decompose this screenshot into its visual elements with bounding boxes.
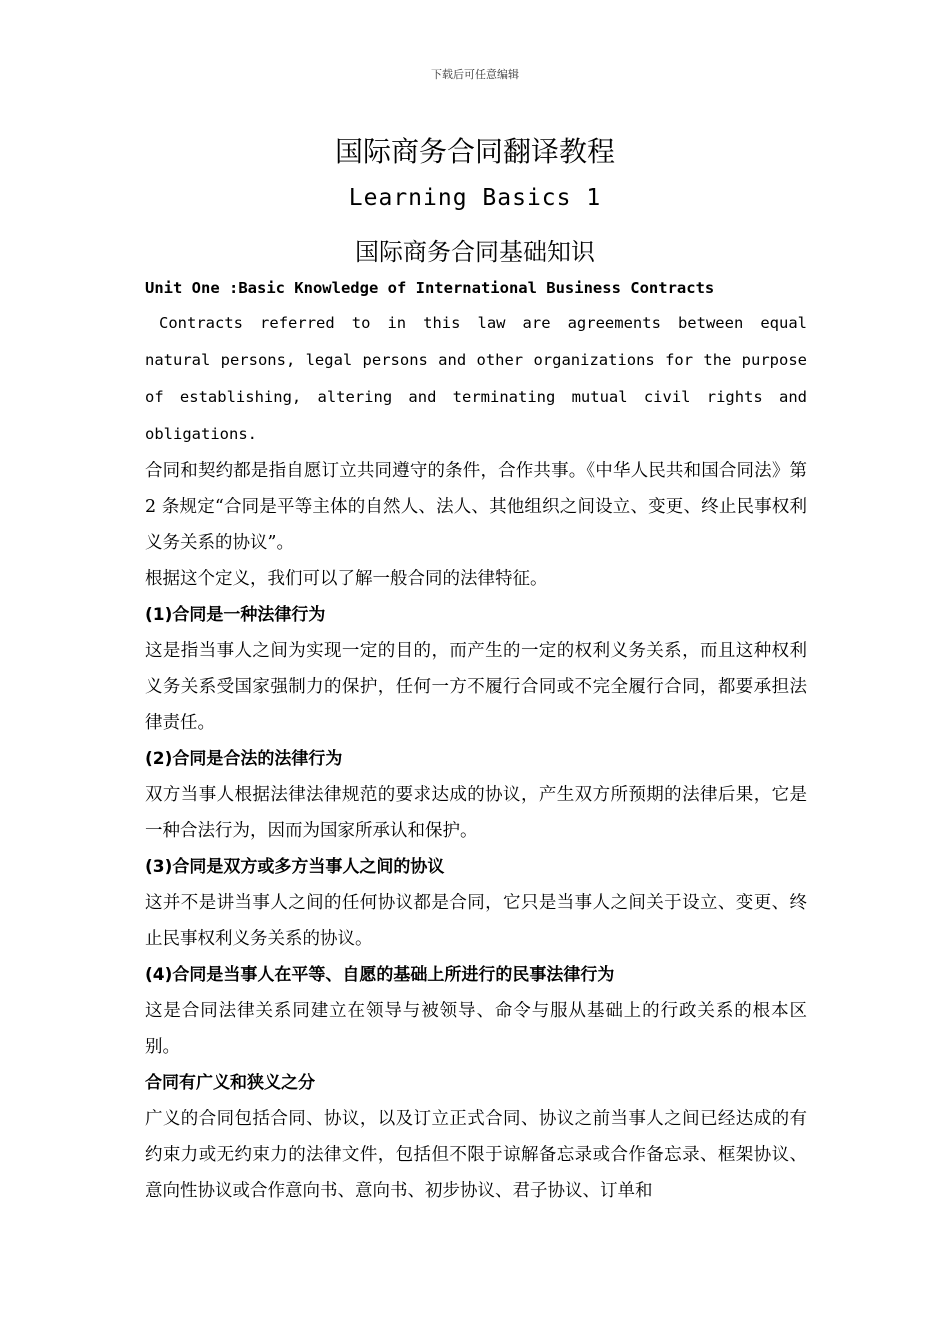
- document-title: 国际商务合同翻译教程: [334, 135, 615, 168]
- broad-narrow-body: 广义的合同包括合同、协议，以及订立正式合同、协议之前当事人之间已经达成的有约束力或无约束力的法律文件，包括但不限于谅解备忘录或合作备忘录、框架协议、意向性协议或合作意向书、意向书、初步协议、君子协议、订单和: [145, 1109, 807, 1201]
- header-note: 下载后可任意编辑: [431, 68, 519, 81]
- feature-heading-2: (2)合同是合法的法律行为: [145, 749, 343, 769]
- lesson-subtitle: 国际商务合同基础知识: [355, 238, 595, 266]
- broad-narrow-heading: 合同有广义和狭义之分: [145, 1073, 315, 1093]
- definition-chinese: 合同和契约都是指自愿订立共同遵守的条件，合作共事。《中华人民共和国合同法》第 2 条规定“合同是平等主体的自然人、法人、其他组织之间设立、变更、终止民事权利义务关系的协议”。: [145, 461, 807, 553]
- feature-body-3: 这并不是讲当事人之间的任何协议都是合同，它只是当事人之间关于设立、变更、终止民事权利义务关系的协议。: [145, 893, 807, 949]
- unit-heading: Unit One :Basic Knowledge of International Business Contracts: [145, 279, 715, 297]
- feature-body-4: 这是合同法律关系同建立在领导与被领导、命令与服从基础上的行政关系的根本区别。: [145, 1001, 807, 1057]
- lesson-title: Learning Basics 1: [348, 185, 602, 211]
- intro-paragraph: 根据这个定义，我们可以了解一般合同的法律特征。: [145, 569, 548, 589]
- feature-heading-3: (3)合同是双方或多方当事人之间的协议: [145, 857, 445, 877]
- feature-body-1: 这是指当事人之间为实现一定的目的，而产生的一定的权利义务关系，而且这种权利义务关系受国家强制力的保护，任何一方不履行合同或不完全履行合同，都要承担法律责任。: [145, 641, 807, 733]
- feature-body-2: 双方当事人根据法律法律规范的要求达成的协议，产生双方所预期的法律后果，它是一种合法行为，因而为国家所承认和保护。: [145, 785, 807, 841]
- feature-heading-4: (4)合同是当事人在平等、自愿的基础上所进行的民事法律行为: [145, 965, 615, 985]
- feature-heading-1: (1)合同是一种法律行为: [145, 605, 326, 625]
- document-body: [145, 274, 807, 1209]
- definition-english: Contracts referred to in this law are agreements between equal natural persons, legal persons and other organizations for the purpose of establishing, altering and terminating mutual civil rights and obligations.: [145, 314, 807, 443]
